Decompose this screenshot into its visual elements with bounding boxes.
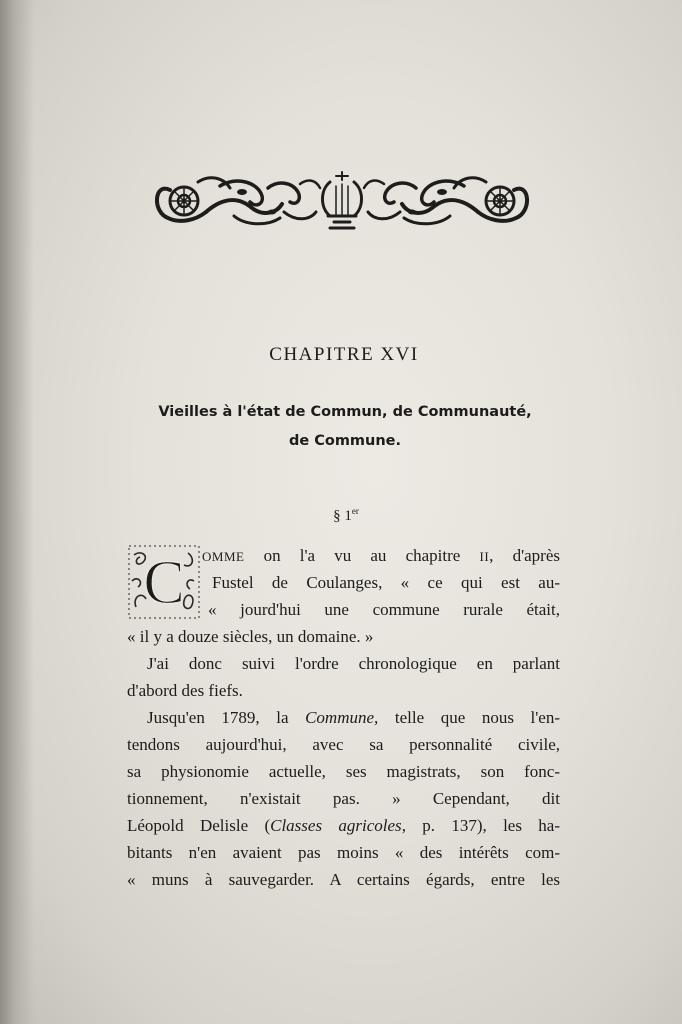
chapter-subtitle: [120, 398, 570, 456]
section-mark-superscript: er: [351, 506, 359, 516]
text-line: « jourd'hui une commune rurale était,: [208, 600, 560, 619]
text-span: , p. 137), les ha-: [401, 816, 560, 835]
italic-title: Classes agricoles: [270, 816, 402, 835]
subtitle-line-2: de Commune.: [288, 433, 402, 449]
text-span: , d'après: [489, 546, 561, 565]
section-mark-symbol: § 1: [333, 508, 352, 524]
text-line: tionnement, n'existait pas. » Cependant, dit: [127, 789, 560, 808]
text-line: [202, 546, 560, 567]
text-line: sa physionomie actuelle, ses magistrats, son fonc-: [127, 762, 560, 781]
text-line: bitants n'en avaient pas moins « des intérêts com-: [127, 843, 560, 862]
section-mark: [0, 506, 682, 525]
subtitle-line-1: Vieilles à l'état de Commun, de Communauté,: [158, 404, 532, 420]
text-line: [127, 816, 560, 836]
text-line: [147, 708, 560, 728]
text-line: d'abord des fiefs.: [127, 681, 243, 700]
text-span: telle que nous l'en-: [378, 708, 561, 727]
text-span: on l'a vu au chapitre: [244, 546, 480, 565]
text-span: Léopold Delisle (: [127, 816, 271, 835]
text-span: Jusqu'en 1789, la: [147, 708, 306, 727]
ornamental-dropcap: [128, 545, 200, 619]
roman-numeral: II: [479, 549, 490, 564]
text-line: tendons aujourd'hui, avec sa personnalité civile,: [127, 735, 560, 754]
dropcap-letter: C: [143, 549, 185, 617]
text-line: Fustel de Coulanges, « ce qui est au-: [212, 573, 560, 592]
text-line: « il y a douze siècles, un domaine. »: [127, 627, 374, 646]
italic-word: Commune,: [305, 708, 379, 727]
chapter-title: CHAPITRE XVI: [269, 344, 419, 365]
smallcaps-word: OMME: [202, 549, 245, 564]
headpiece-ornament-icon: [150, 168, 534, 234]
text-line: J'ai donc suivi l'ordre chronologique en parlant: [147, 654, 560, 673]
text-line: « muns à sauvegarder. A certains égards, entre les: [127, 870, 560, 889]
